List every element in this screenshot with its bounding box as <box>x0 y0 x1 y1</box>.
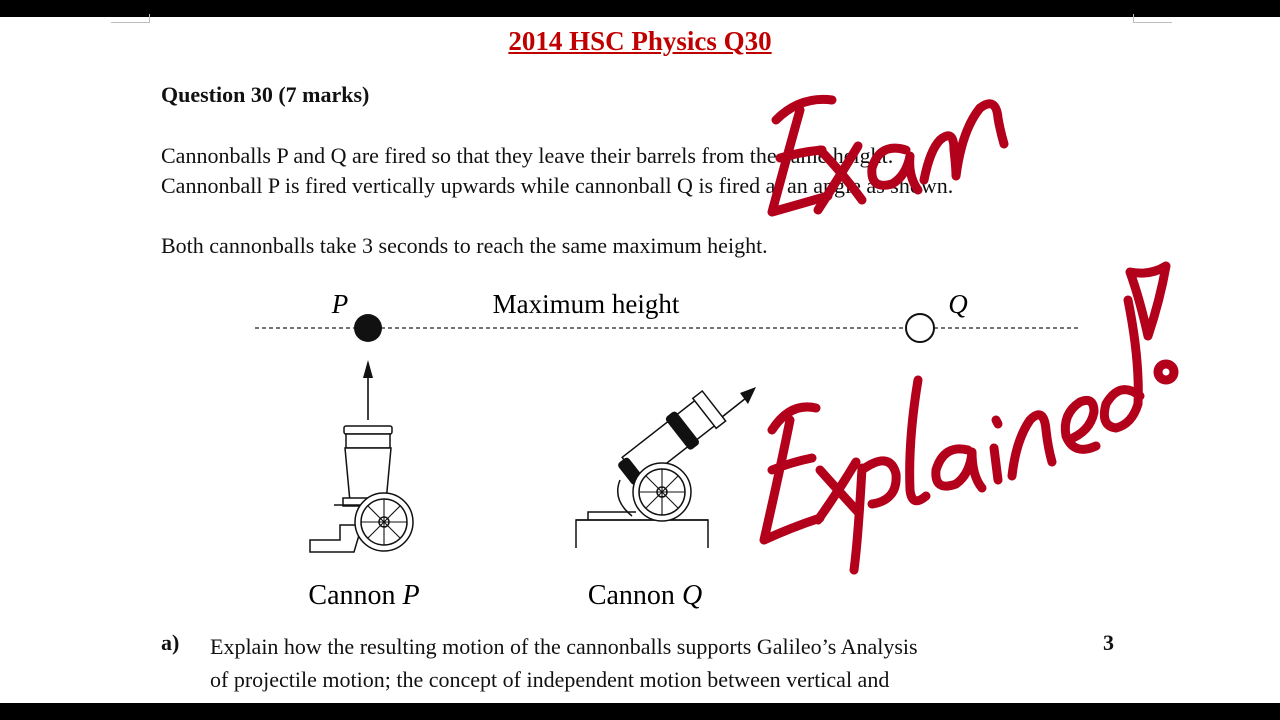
part-a-label: a) <box>161 630 180 655</box>
part-a-marks: 3 <box>1103 630 1114 655</box>
arrow-p <box>363 360 373 420</box>
intro-line-1: Cannonballs P and Q are fired so that they leave their barrels from the same height. <box>161 143 894 168</box>
caption-cannon-q-letter: Q <box>681 580 703 611</box>
cannonball-q <box>906 314 934 342</box>
caption-cannon-q <box>588 580 702 611</box>
document-title: 2014 HSC Physics Q30 <box>508 26 772 56</box>
cannon-q-drawing <box>576 390 726 548</box>
bottom-letterbox-bar <box>0 703 1280 720</box>
question-statement: Both cannonballs take 3 seconds to reach the same maximum height. <box>161 233 768 258</box>
part-a-line-1: Explain how the resulting motion of the cannonballs supports Galileo’s Analysis <box>210 634 918 659</box>
max-height-label: Maximum height <box>492 289 680 319</box>
caption-cannon-q-word: Cannon <box>587 580 675 611</box>
label-p: P <box>331 289 349 319</box>
caption-cannon-p-letter: P <box>402 580 420 611</box>
cannonball-p <box>354 314 382 342</box>
part-a-line-2: of projectile motion; the concept of independent motion between vertical and <box>210 667 890 692</box>
caption-cannon-p-word: Cannon <box>308 580 396 611</box>
cannon-p-drawing <box>310 426 413 552</box>
intro-line-2: Cannonball P is fired vertically upwards while cannonball Q is fired at an angle as shown. <box>161 173 954 198</box>
arrow-q <box>722 387 756 417</box>
question-heading: Question 30 (7 marks) <box>161 82 370 107</box>
label-q: Q <box>948 289 968 319</box>
part-a-text <box>210 630 918 696</box>
caption-cannon-p <box>308 580 419 611</box>
